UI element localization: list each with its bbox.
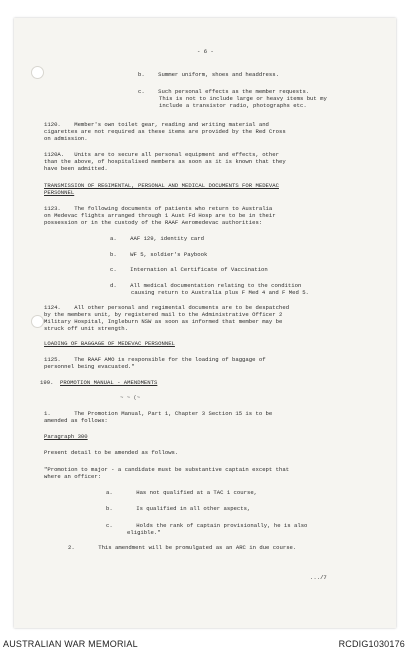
continuation-marker: .../7 — [310, 574, 327, 581]
para-1123-line1: 1123. The following documents of patients who return to Australia — [44, 205, 273, 212]
footer-institution: AUSTRALIAN WAR MEMORIAL — [3, 639, 138, 649]
heading-paragraph-300: Paragraph 300 — [44, 433, 88, 440]
para-1120a-line3: have been admitted. — [44, 165, 108, 172]
doc-item-d-line1: d. All medical documentation relating to the condition — [110, 282, 302, 289]
para-1120-line3: on admission. — [44, 135, 88, 142]
item-1-line2: amended as follows: — [44, 417, 108, 424]
para-1120-line1: 1120. Member's own toilet gear, reading and writing material and — [44, 121, 269, 128]
officer-item-b: b. Is qualified in all other aspects, — [106, 505, 251, 512]
para-1125-line2: personnel being evacuated." — [44, 363, 135, 370]
heading-loading-baggage: LOADING OF BAGGAGE OF MEDEVAC PERSONNEL — [44, 340, 175, 347]
footer-record-id: RCDIG1030176 — [338, 639, 405, 649]
para-1120a-line1: 1120A. Units are to secure all personal equipment and effects, other — [44, 151, 279, 158]
para-1120a-line2: than the above, of hospitalised members as soon as it is known that they — [44, 158, 286, 165]
officer-item-a: a. Has not qualified at a TAC 1 course, — [106, 489, 258, 496]
page-number: - 6 - — [197, 48, 214, 55]
para-1123-line3: possession or in the custody of the RAAF Aeromedevac authorities: — [44, 219, 263, 226]
punch-hole-top — [31, 66, 44, 79]
quote-line1: "Promotion to major - a candidate must be substantive captain except that — [44, 466, 290, 473]
punch-hole-bottom — [31, 315, 44, 328]
item-b-uniform: b. Summer uniform, shoes and headdress. — [138, 71, 279, 78]
para-199-number: 199. — [40, 379, 54, 386]
present-detail-text: Present detail to be amended as follows. — [44, 449, 179, 456]
para-1124-line4: struck off unit strength. — [44, 325, 128, 332]
doc-item-d-line2: causing return to Australia plus F Med 4 and F Med 5. — [131, 289, 309, 296]
quote-line2: where an officer: — [44, 473, 102, 480]
doc-item-a: a. AAF 129, identity card — [110, 235, 204, 242]
heading-transmission-line2: PERSONNEL — [44, 189, 75, 196]
para-1120-line2: cigarettes are not required as these items are provided by the Red Cross — [44, 128, 286, 135]
item-2-text: 2. This amendment will be promulgated as an ARC in due course. — [68, 544, 297, 551]
item-c-line3: include a transistor radio, photographs etc. — [159, 102, 307, 109]
document-page — [14, 18, 396, 628]
officer-item-c-line1: c. Holds the rank of captain provisionally, he is also — [106, 522, 308, 529]
item-c-line1: c. Such personal effects as the member requests. — [138, 88, 310, 95]
item-1-line1: 1. The Promotion Manual, Part 1, Chapter 3 Section 15 is to be — [44, 410, 273, 417]
doc-item-b: b. WF 5, soldier's Paybook — [110, 251, 208, 258]
handwritten-mark: ~ ~ (~ — [120, 394, 141, 401]
para-1125-line1: 1125. The RAAF AMO is responsible for the loading of baggage of — [44, 356, 266, 363]
officer-item-c-line2: eligible." — [127, 529, 161, 536]
para-1124-line1: 1124. All other personal and regimental documents are to be despatched — [44, 304, 290, 311]
item-c-line2: This is not to include large or heavy items but my — [159, 95, 327, 102]
heading-promotion-manual: PROMOTION MANUAL - AMENDMENTS — [60, 379, 158, 386]
para-1124-line3: Military Hospital, Ingleburn NSW as soon as informed that member may be — [44, 318, 283, 325]
para-1124-line2: by the members unit, by registered mail to the Administrative Officer 2 — [44, 311, 283, 318]
heading-transmission-line1: TRANSMISSION OF REGIMENTAL, PERSONAL AND MEDICAL DOCUMENTS FOR MEDEVAC — [44, 182, 279, 189]
doc-item-c: c. Internation al Certificate of Vaccination — [110, 266, 268, 273]
para-1123-line2: on Medevac flights arranged through 1 Aust Fd Hosp are to be in their — [44, 212, 276, 219]
